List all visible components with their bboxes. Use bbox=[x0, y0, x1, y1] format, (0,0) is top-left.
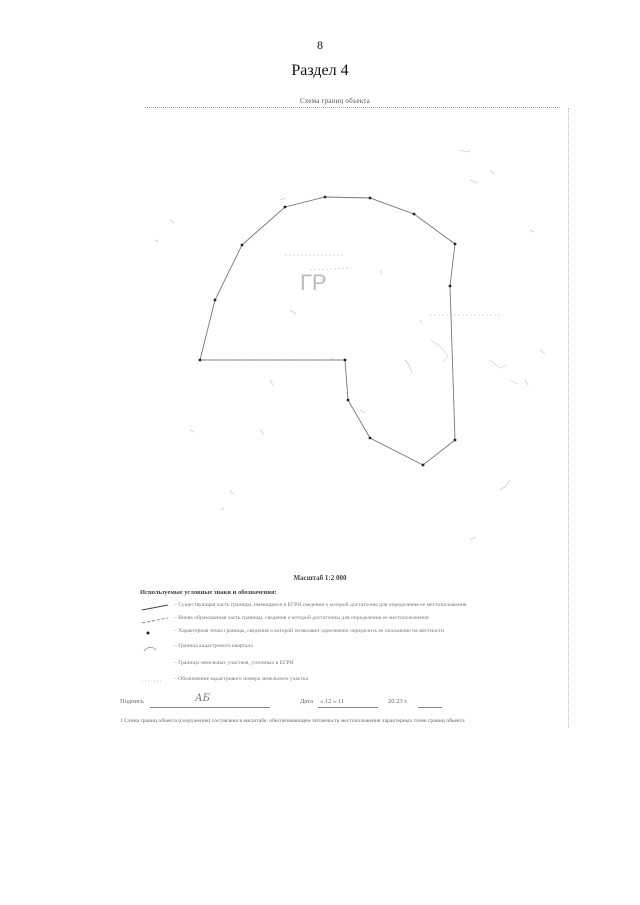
top-divider bbox=[145, 107, 560, 108]
scale-label: Масштаб 1:2 000 bbox=[293, 574, 347, 582]
boundary-point bbox=[369, 437, 372, 440]
text-symbol-icon bbox=[140, 675, 170, 687]
boundary-points bbox=[199, 196, 457, 467]
boundary-point bbox=[454, 439, 457, 442]
year-line bbox=[418, 707, 442, 708]
dashed-line-symbol-icon bbox=[140, 614, 170, 626]
boundary-point bbox=[241, 244, 244, 247]
date-label: Дата bbox=[300, 698, 313, 705]
boundary-scheme-map bbox=[130, 110, 560, 570]
legend-item-text: – Границы земельных участков, учтенных в ЕГРН bbox=[174, 660, 294, 666]
boundary-point bbox=[199, 359, 202, 362]
legend-item-text: – Вновь образованная часть границы, сведения о которой достаточны для определения ее местоположения bbox=[174, 615, 429, 621]
boundary-point bbox=[422, 464, 425, 467]
legend-item bbox=[140, 659, 560, 671]
boundary-point bbox=[344, 359, 347, 362]
legend-item bbox=[140, 642, 560, 654]
legend-item-text: – Граница кадастрового квартала bbox=[174, 643, 253, 649]
curve-symbol-icon bbox=[140, 642, 170, 654]
boundary-point bbox=[454, 243, 457, 246]
right-border bbox=[568, 108, 569, 728]
boundary-point bbox=[324, 196, 327, 199]
legend-item-text: – Обозначение кадастрового номера земельного участка bbox=[174, 676, 309, 682]
solid-line-symbol-icon bbox=[140, 601, 170, 613]
date-line bbox=[318, 707, 378, 708]
legend-item-text: – Существующая часть границы, имеющиеся в ЕГРН сведения о которой достаточны для определения ее местоположения bbox=[174, 602, 467, 608]
legend-heading: Используемые условные знаки и обозначения: bbox=[140, 589, 277, 596]
scheme-title: Схема границ объекта bbox=[300, 97, 370, 105]
legend-item bbox=[140, 675, 560, 687]
boundary-point bbox=[347, 399, 350, 402]
background-features bbox=[155, 150, 545, 540]
boundary-point bbox=[214, 299, 217, 302]
boundary-polygon bbox=[200, 197, 455, 465]
map-label: ГР bbox=[300, 270, 327, 295]
blank-symbol-icon bbox=[140, 659, 170, 671]
boundary-point bbox=[284, 206, 287, 209]
point-symbol-icon bbox=[140, 627, 170, 639]
legend-item bbox=[140, 614, 560, 626]
legend-item bbox=[140, 601, 560, 613]
signature-mark: АБ bbox=[195, 693, 210, 704]
legend-item bbox=[140, 627, 560, 639]
boundary-point bbox=[369, 197, 372, 200]
footnote: 1 Схема границ объекта (сооружения) составлена в масштабе, обеспечивающем читаемость местоположения характерных точек границ объекта bbox=[120, 718, 465, 724]
legend-item-text: – Характерная точка границы, сведения о которой позволяют однозначно определить ее положение на местности bbox=[174, 628, 444, 634]
signature-row bbox=[120, 695, 560, 711]
boundary-point bbox=[413, 213, 416, 216]
signature-line bbox=[150, 707, 270, 708]
section-title: Раздел 4 bbox=[291, 62, 349, 79]
boundary-point bbox=[449, 285, 452, 288]
page-number: 8 bbox=[317, 38, 323, 52]
date-year: 20 23 г. bbox=[388, 698, 408, 705]
date-value: « 12 » 11 bbox=[320, 698, 345, 705]
signature-label: Подпись bbox=[120, 698, 144, 705]
